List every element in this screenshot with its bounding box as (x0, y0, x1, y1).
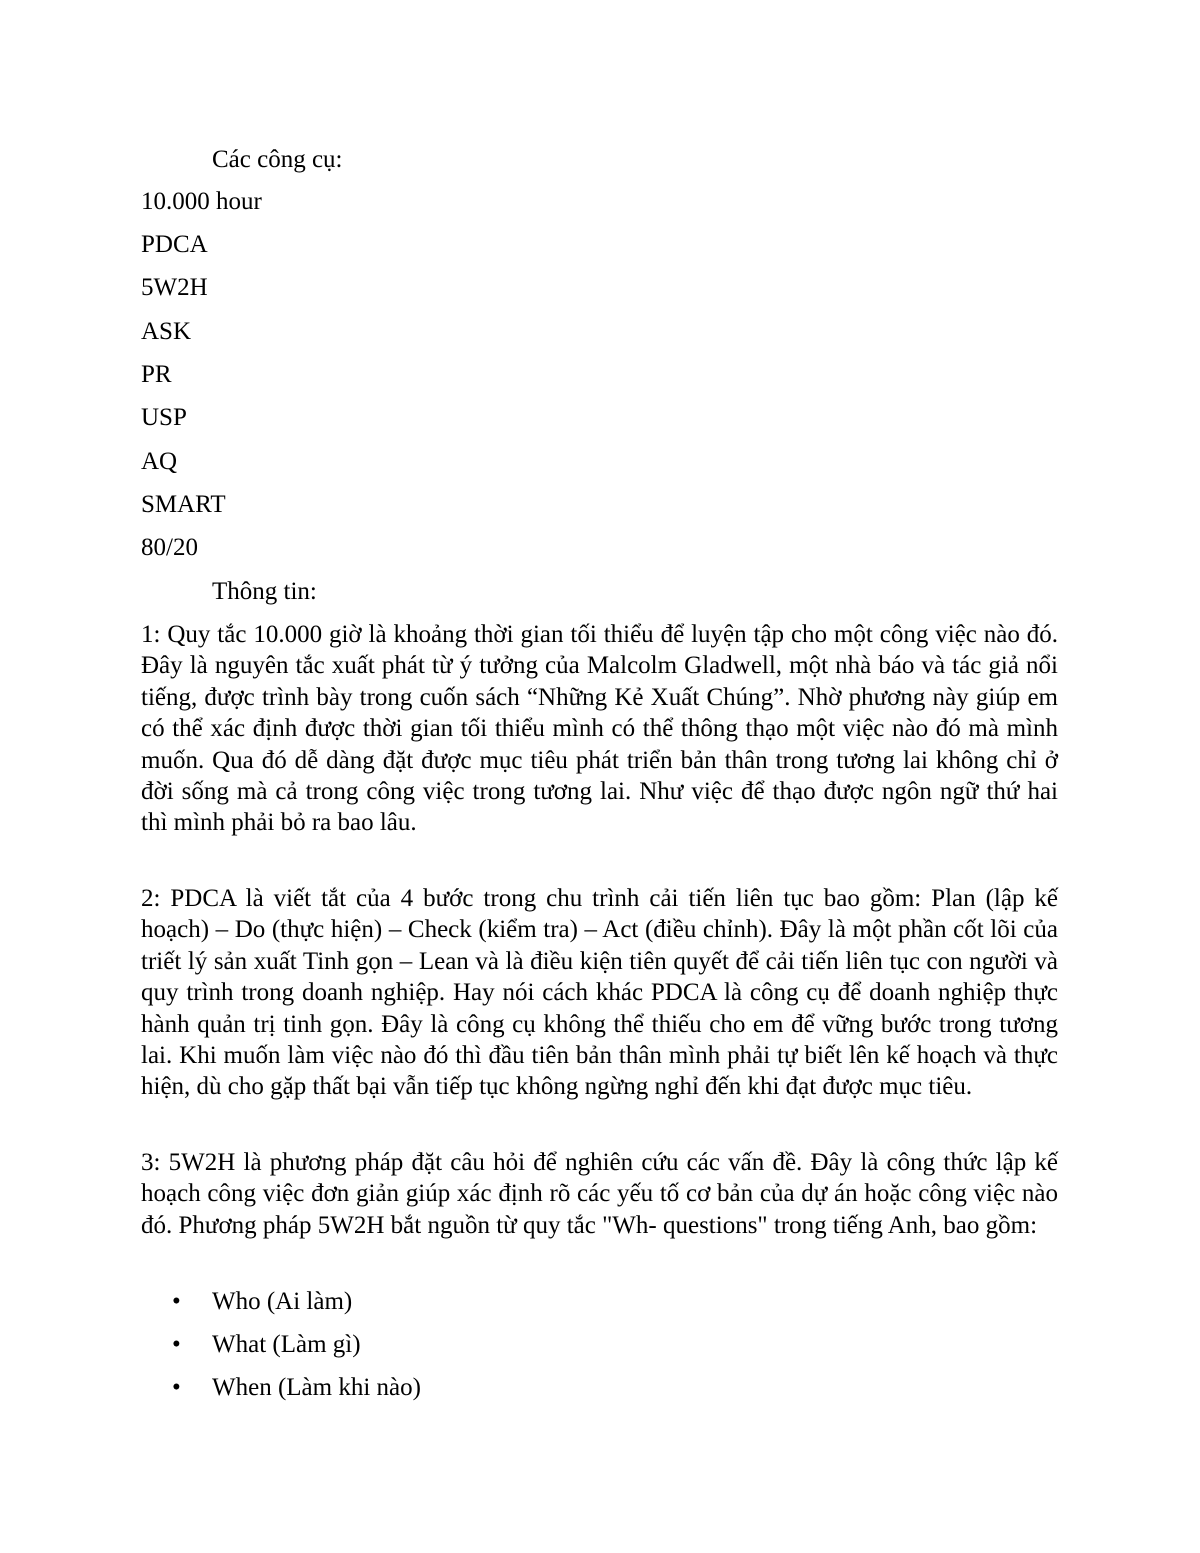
bullet-icon: • (172, 1288, 181, 1315)
tool-item: ASK (141, 318, 192, 345)
tool-item: 5W2H (141, 274, 208, 301)
list-item-label: When (Làm khi nào) (212, 1374, 421, 1401)
tool-item: USP (141, 404, 187, 431)
bullet-icon: • (172, 1331, 181, 1358)
bullet-icon: • (172, 1374, 181, 1401)
tool-item: 80/20 (141, 534, 198, 561)
list-item-label: What (Làm gì) (212, 1331, 361, 1358)
list-item-label: Who (Ai làm) (212, 1288, 353, 1315)
tool-item: SMART (141, 491, 226, 518)
list-item (172, 1330, 361, 1360)
heading-info: Thông tin: (212, 578, 317, 605)
tool-item: PDCA (141, 231, 208, 258)
tool-item: PR (141, 361, 172, 388)
heading-tools: Các công cụ: (212, 146, 343, 173)
list-item (172, 1287, 352, 1317)
tool-item: 10.000 hour (141, 188, 262, 215)
paragraph-5w2h: 3: 5W2H là phương pháp đặt câu hỏi để nghiên cứu các vấn đề. Đây là công thức lập kế hoạch công việc đơn giản giúp xác định rõ các yếu tố cơ bản của dự án hoặc công việc nào đó. Phương pháp 5W2H bắt nguồn từ quy tắc "Wh- questions" trong tiếng Anh, bao gồm: (141, 1149, 1058, 1239)
paragraph-pdca: 2: PDCA là viết tắt của 4 bước trong chu trình cải tiến liên tục bao gồm: Plan (lập kế hoạch) – Do (thực hiện) – Check (kiểm tra) – Act (điều chỉnh). Đây là một phần cốt lõi của triết lý sản xuất Tinh gọn – Lean và là điều kiện tiên quyết để cải tiến liên tục con người và quy trình trong doanh nghiệp. Hay nói cách khác PDCA là công cụ để doanh nghiệp thực hành quản trị tinh gọn. Đây là công cụ không thể thiếu cho em để vững bước trong tương lai. Khi muốn làm việc nào đó thì đầu tiên bản thân mình phải tự biết lên kế hoạch và thực hiện, dù cho gặp thất bại vẫn tiếp tục không ngừng nghỉ đến khi đạt được mục tiêu. (141, 885, 1058, 1101)
tool-item: AQ (141, 448, 178, 475)
paragraph-10000-hours: 1: Quy tắc 10.000 giờ là khoảng thời gian tối thiểu để luyện tập cho một công việc nào đó. Đây là nguyên tắc xuất phát từ ý tưởng của Malcolm Gladwell, một nhà báo và tác giả nổi tiếng, được trình bày trong cuốn sách “Những Kẻ Xuất Chúng”. Nhờ phương này giúp em có thể xác định được thời gian tối thiểu mình có thể thông thạo một việc nào đó mà mình muốn. Qua đó dễ dàng đặt được mục tiêu phát triển bản thân trong tương lai không chỉ ở đời sống mà cả trong công việc trong tương lai. Như việc để thạo được ngôn ngữ thứ hai thì mình phải bỏ ra bao lâu. (141, 621, 1058, 837)
list-item (172, 1373, 421, 1403)
